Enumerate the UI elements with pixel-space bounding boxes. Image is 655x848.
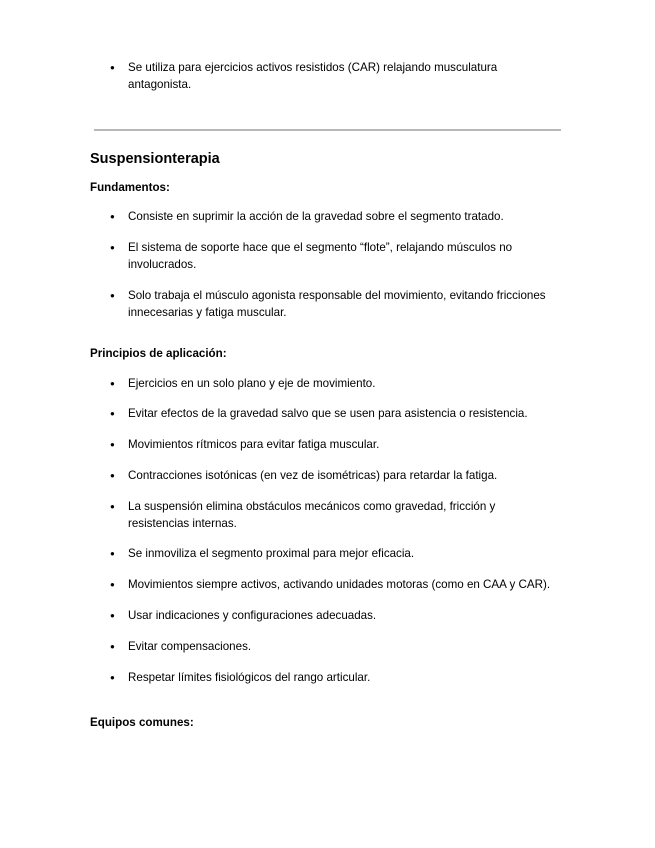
list-item: ● Evitar compensaciones. [90, 639, 598, 656]
section-title: Suspensionterapia [90, 151, 220, 167]
list-item: ● Ejercicios en un solo plano y eje de movimiento. [90, 376, 598, 393]
principios-heading: Principios de aplicación: [90, 347, 227, 360]
intro-list [90, 60, 528, 93]
list-item: ● Consiste en suprimir la acción de la gravedad sobre el segmento tratado. [90, 209, 598, 226]
list-item: ● La suspensión elimina obstáculos mecánicos como gravedad, fricción y resistencias internas. [90, 499, 538, 532]
list-item: ● El sistema de soporte hace que el segmento “flote”, relajando músculos no involucrados. [90, 240, 548, 273]
list-item: ● Se inmoviliza el segmento proximal para mejor eficacia. [90, 546, 598, 563]
list-item: ● Solo trabaja el músculo agonista responsable del movimiento, evitando fricciones innecesarias y fatiga muscular. [90, 288, 568, 321]
list-item: ● Respetar límites fisiológicos del rango articular. [90, 670, 598, 687]
equipos-heading: Equipos comunes: [90, 716, 194, 729]
horizontal-rule [94, 129, 561, 131]
list-item: ● Contracciones isotónicas (en vez de isométricas) para retardar la fatiga. [90, 468, 598, 485]
fundamentos-heading: Fundamentos: [90, 181, 170, 194]
list-item: ● Se utiliza para ejercicios activos resistidos (CAR) relajando musculatura antagonista. [90, 60, 528, 93]
list-item: ● Evitar efectos de la gravedad salvo que se usen para asistencia o resistencia. [90, 406, 598, 423]
list-item: ● Usar indicaciones y configuraciones adecuadas. [90, 608, 598, 625]
list-item: ● Movimientos siempre activos, activando unidades motoras (como en CAA y CAR). [90, 577, 568, 594]
list-item: ● Movimientos rítmicos para evitar fatiga muscular. [90, 437, 598, 454]
